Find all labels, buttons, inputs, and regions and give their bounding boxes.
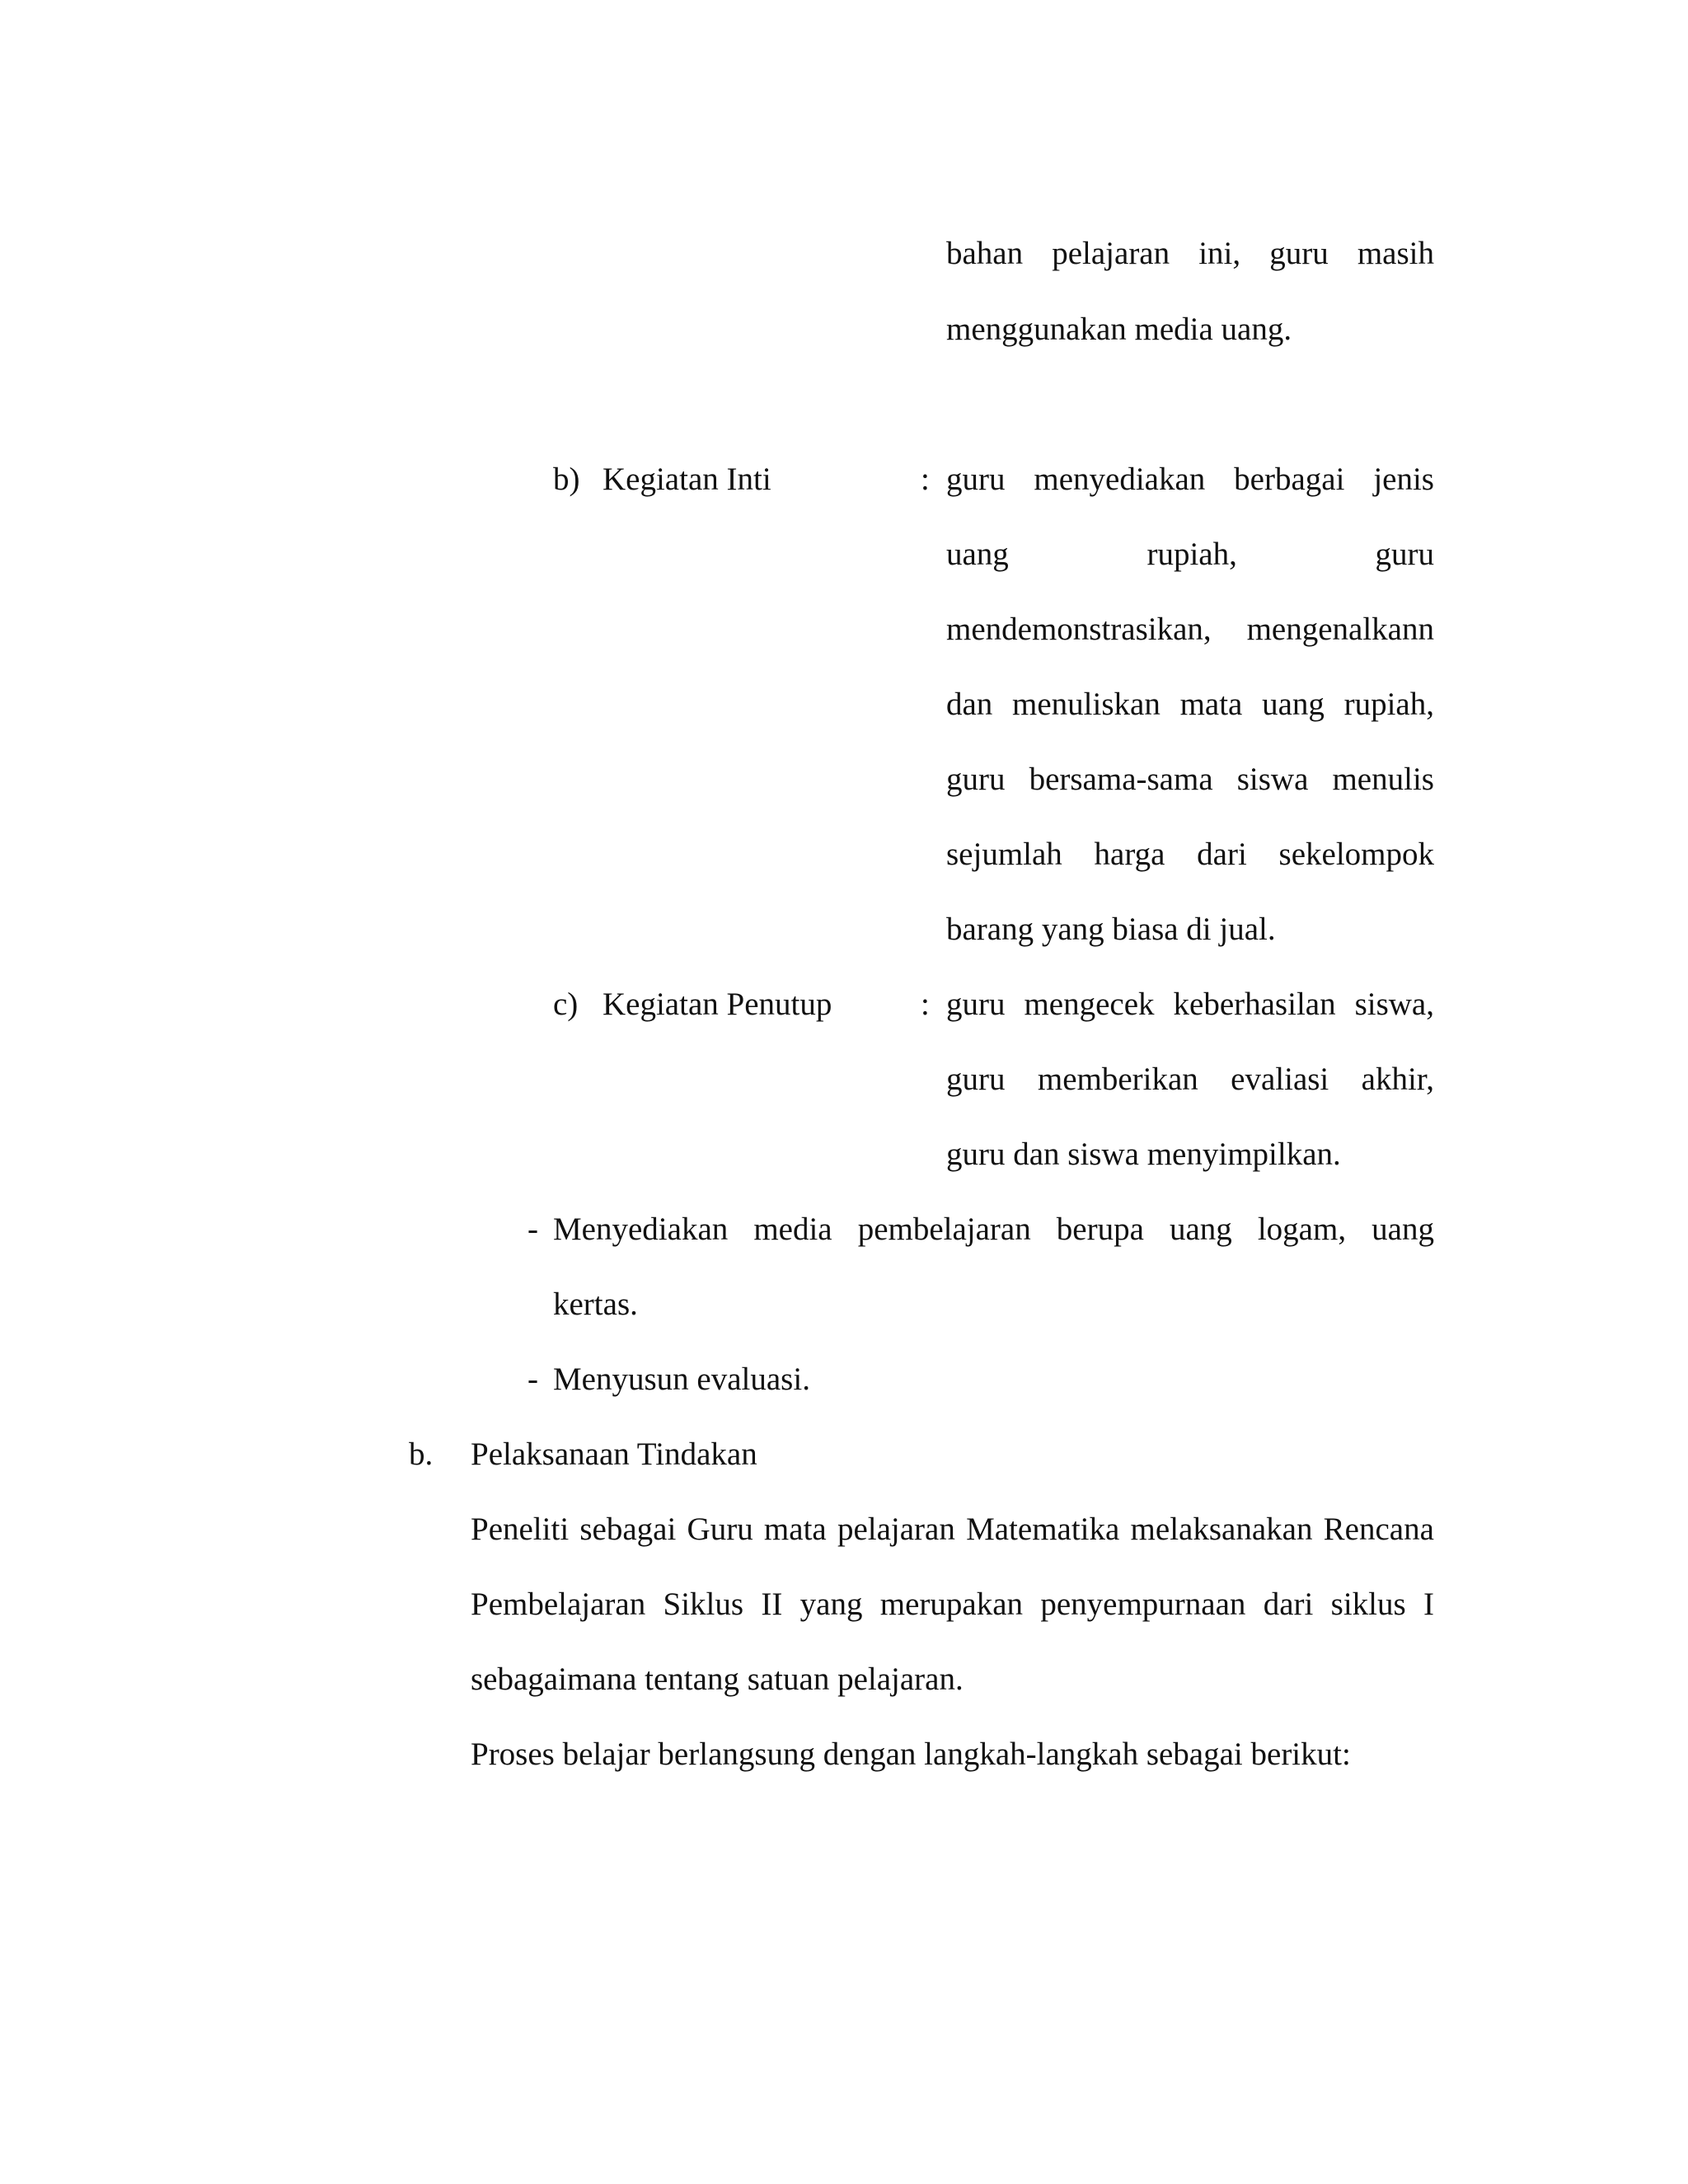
section-b-paragraph2: Proses belajar berlangsung dengan langkah-langkah sebagai berikut: [471,1736,1351,1772]
kegiatan-inti-marker: b) [553,462,580,497]
word: guru [1269,236,1329,271]
word: II [761,1586,783,1622]
word: yang [799,1586,863,1622]
word: uang [1262,687,1325,722]
kegiatan-inti-line-6 [946,838,1434,870]
word: jenis [1373,462,1434,497]
word: Matematika [966,1511,1120,1547]
kegiatan-inti-label: Kegiatan Inti [603,462,771,497]
section-b-heading: Pelaksanaan Tindakan [471,1436,757,1472]
word: guru [946,1062,1006,1097]
word: I [1423,1586,1434,1622]
word: sekelompok [1278,837,1434,872]
section-b-paragraph1-line-2 [471,1588,1434,1620]
section-b-marker: b. [409,1436,434,1472]
section-b-paragraph1-line-1 [471,1513,1434,1545]
word: berupa [1056,1212,1144,1247]
bullet-1-marker: - [528,1212,538,1247]
kegiatan-inti-line-3 [946,613,1434,645]
word: dan [946,687,993,722]
word: masih [1357,236,1434,271]
word: merupakan [879,1586,1024,1622]
continuation-line-2: menggunakan media uang. [946,312,1292,347]
word: siswa, [1354,987,1434,1022]
kegiatan-penutup-marker: c) [553,987,579,1022]
word: rupiah, [1146,537,1237,572]
word: evaliasi [1231,1062,1329,1097]
word: bersama-sama [1029,762,1213,797]
word: uang [946,537,1009,572]
section-b-paragraph1-line-3: sebagaimana tentang satuan pelajaran. [471,1661,964,1697]
word: harga [1094,837,1165,872]
word: mengecek [1024,987,1155,1022]
kegiatan-penutup-line-2 [946,1063,1434,1095]
word: Guru [687,1511,753,1547]
word: melaksanakan [1130,1511,1313,1547]
word: sebagai [579,1511,677,1547]
word: siklus [1330,1586,1406,1622]
word: pelajaran [837,1511,955,1547]
word: mata [1179,687,1243,722]
word: penyempurnaan [1040,1586,1246,1622]
kegiatan-inti-line-2 [946,538,1434,570]
kegiatan-penutup-line-1 [946,988,1434,1020]
word: berbagai [1234,462,1345,497]
word: ini, [1198,236,1241,271]
word: bahan [946,236,1024,271]
word: guru [946,462,1006,497]
kegiatan-inti-colon: : [921,462,930,497]
word: dari [1197,837,1247,872]
kegiatan-penutup-label: Kegiatan Penutup [603,987,832,1022]
word: mata [763,1511,827,1547]
word: akhir, [1361,1062,1434,1097]
kegiatan-inti-line-1 [946,463,1434,495]
word: Pembelajaran [471,1586,646,1622]
bullet-2-line-1: Menyusun evaluasi. [553,1361,810,1397]
kegiatan-inti-line-4 [946,688,1434,720]
word: memberikan [1037,1062,1198,1097]
word: guru [1375,537,1434,572]
bullet-1-line-2: kertas. [553,1286,638,1322]
word: keberhasilan [1173,987,1336,1022]
word: Siklus [663,1586,744,1622]
kegiatan-penutup-colon: : [921,987,930,1022]
word: logam, [1257,1212,1347,1247]
word: Menyediakan [553,1212,729,1247]
word: siswa [1236,762,1309,797]
kegiatan-inti-line-7: barang yang biasa di jual. [946,912,1276,947]
word: menyediakan [1034,462,1206,497]
continuation-line-1 [946,237,1434,269]
kegiatan-inti-line-5 [946,763,1434,795]
word: dari [1263,1586,1314,1622]
word: sejumlah [946,837,1062,872]
word: mendemonstrasikan, [946,612,1212,647]
word: rupiah, [1343,687,1434,722]
word: guru [946,762,1006,797]
word: media [753,1212,832,1247]
word: menulis [1332,762,1434,797]
word: pelajaran [1052,236,1170,271]
word: pembelajaran [857,1212,1031,1247]
word: uang [1372,1212,1434,1247]
word: Peneliti [471,1511,570,1547]
kegiatan-penutup-line-3: guru dan siswa menyimpilkan. [946,1137,1341,1172]
bullet-2-marker: - [528,1361,538,1397]
bullet-1-line-1 [553,1213,1434,1245]
word: Rencana [1323,1511,1434,1547]
word: uang [1169,1212,1232,1247]
word: guru [946,987,1006,1022]
word: mengenalkann [1246,612,1434,647]
word: menuliskan [1012,687,1160,722]
